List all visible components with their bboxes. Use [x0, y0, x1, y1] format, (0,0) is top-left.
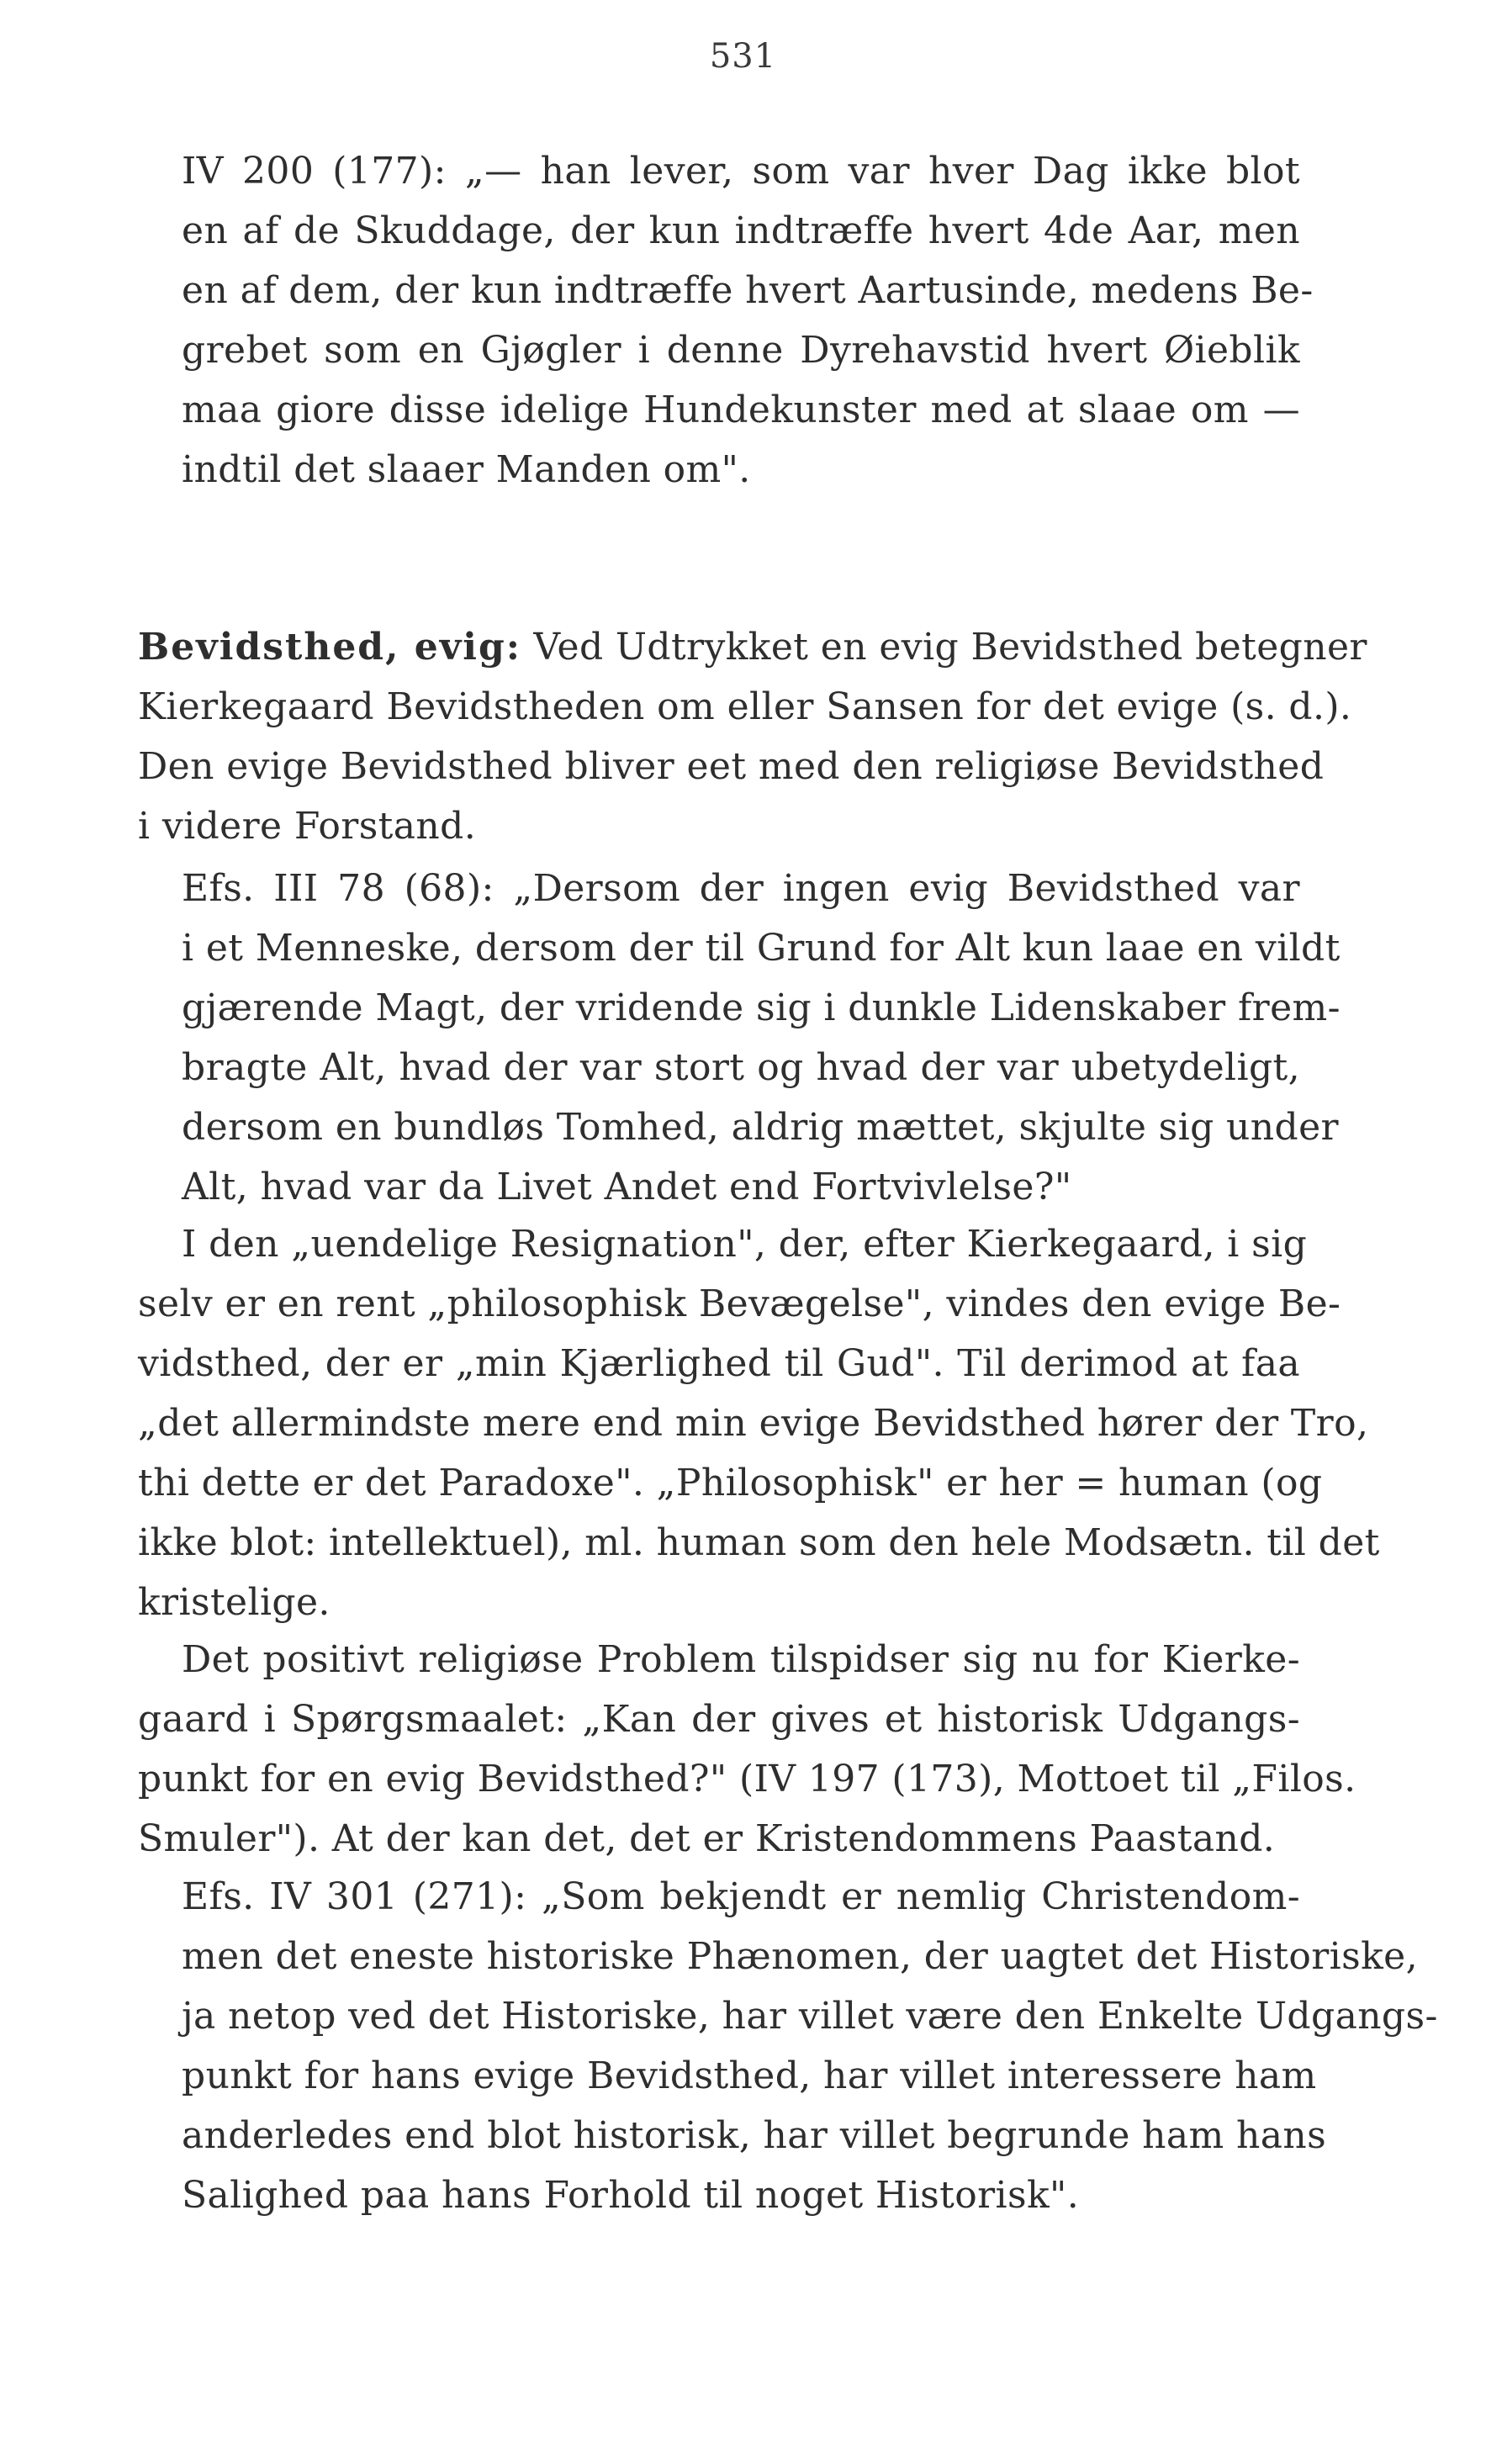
entry-headword: Bevidsthed, evig:: [138, 626, 521, 669]
text-line: Efs. IV 301 (271): „Som bekjendt er nemlig Christendom-: [182, 1875, 1300, 1918]
text-line: Efs. III 78 (68): „Dersom der ingen evig Bevidsthed var: [182, 867, 1300, 910]
text-line: selv er en rent „philosophisk Bevægelse", vindes den evige Be-: [138, 1282, 1341, 1325]
text-line: thi dette er det Paradoxe". „Philosophisk" er her = human (og: [138, 1462, 1323, 1504]
text-line: IV 200 (177): „— han lever, som var hver Dag ikke blot: [182, 150, 1300, 193]
citation-block: [138, 1867, 1438, 2225]
problem-paragraph: [138, 1630, 1356, 1869]
text-line: Den evige Bevidsthed bliver eet med den religiøse Bevidsthed: [138, 745, 1325, 788]
text-line: „det allermindste mere end min evige Bevidsthed hører der Tro,: [138, 1402, 1369, 1445]
text-line: ja netop ved det Historiske, har villet være den Enkelte Udgangs-: [182, 1995, 1438, 2038]
text-line: [138, 617, 1367, 677]
text-line: Smuler"). At der kan det, det er Kristendommens Paastand.: [138, 1817, 1276, 1860]
text-line: i et Menneske, dersom der til Grund for Alt kun laae en vildt: [182, 927, 1341, 970]
text-line: anderledes end blot historisk, har villet begrunde ham hans: [182, 2114, 1327, 2157]
text-line: indtil det slaaer Manden om".: [182, 448, 751, 491]
text-line: grebet som en Gjøgler i denne Dyrehavstid hvert Øieblik: [182, 329, 1300, 372]
text-line: Alt, hvad var da Livet Andet end Fortvivlelse?": [182, 1166, 1072, 1208]
text-line: en af de Skuddage, der kun indtræffe hvert 4de Aar, men: [182, 209, 1300, 252]
commentary-paragraph: [138, 1214, 1380, 1632]
text-line: Det positivt religiøse Problem tilspidser sig nu for Kierke-: [182, 1638, 1300, 1681]
text-line: ikke blot: intellektuel), ml. human som den hele Modsætn. til det: [138, 1521, 1380, 1564]
entry-text: Ved Udtrykket en evig Bevidsthed betegner: [521, 626, 1367, 669]
text-line: gaard i Spørgsmaalet: „Kan der gives et historisk Udgangs-: [138, 1698, 1300, 1741]
text-line: Salighed paa hans Forhold til noget Historisk".: [182, 2174, 1080, 2217]
entry-paragraph: [138, 617, 1367, 856]
citation-block: [138, 859, 1341, 1217]
text-line: maa giore disse idelige Hundekunster med at slaae om —: [182, 389, 1300, 431]
text-line: vidsthed, der er „min Kjærlighed til Gud". Til derimod at faa: [138, 1342, 1300, 1385]
text-line: I den „uendelige Resignation", der, efter Kierkegaard, i sig: [182, 1223, 1308, 1266]
text-line: gjærende Magt, der vridende sig i dunkle Lidenskaber frem-: [182, 986, 1341, 1029]
quotation-block: [182, 141, 1314, 500]
text-line: en af dem, der kun indtræffe hvert Aartusinde, medens Be-: [182, 269, 1314, 312]
text-line: punkt for en evig Bevidsthed?" (IV 197 (173), Mottoet til „Filos.: [138, 1758, 1356, 1800]
text-line: punkt for hans evige Bevidsthed, har villet interessere ham: [182, 2054, 1317, 2097]
page-number: 531: [709, 37, 777, 76]
text-line: i videre Forstand.: [138, 805, 477, 848]
text-line: kristelige.: [138, 1581, 331, 1624]
text-line: bragte Alt, hvad der var stort og hvad der var ubetydeligt,: [182, 1046, 1300, 1089]
text-line: men det eneste historiske Phænomen, der uagtet det Historiske,: [182, 1935, 1418, 1978]
text-line: dersom en bundløs Tomhed, aldrig mættet, skjulte sig under: [182, 1106, 1339, 1149]
text-line: Kierkegaard Bevidstheden om eller Sansen for det evige (s. d.).: [138, 685, 1352, 728]
